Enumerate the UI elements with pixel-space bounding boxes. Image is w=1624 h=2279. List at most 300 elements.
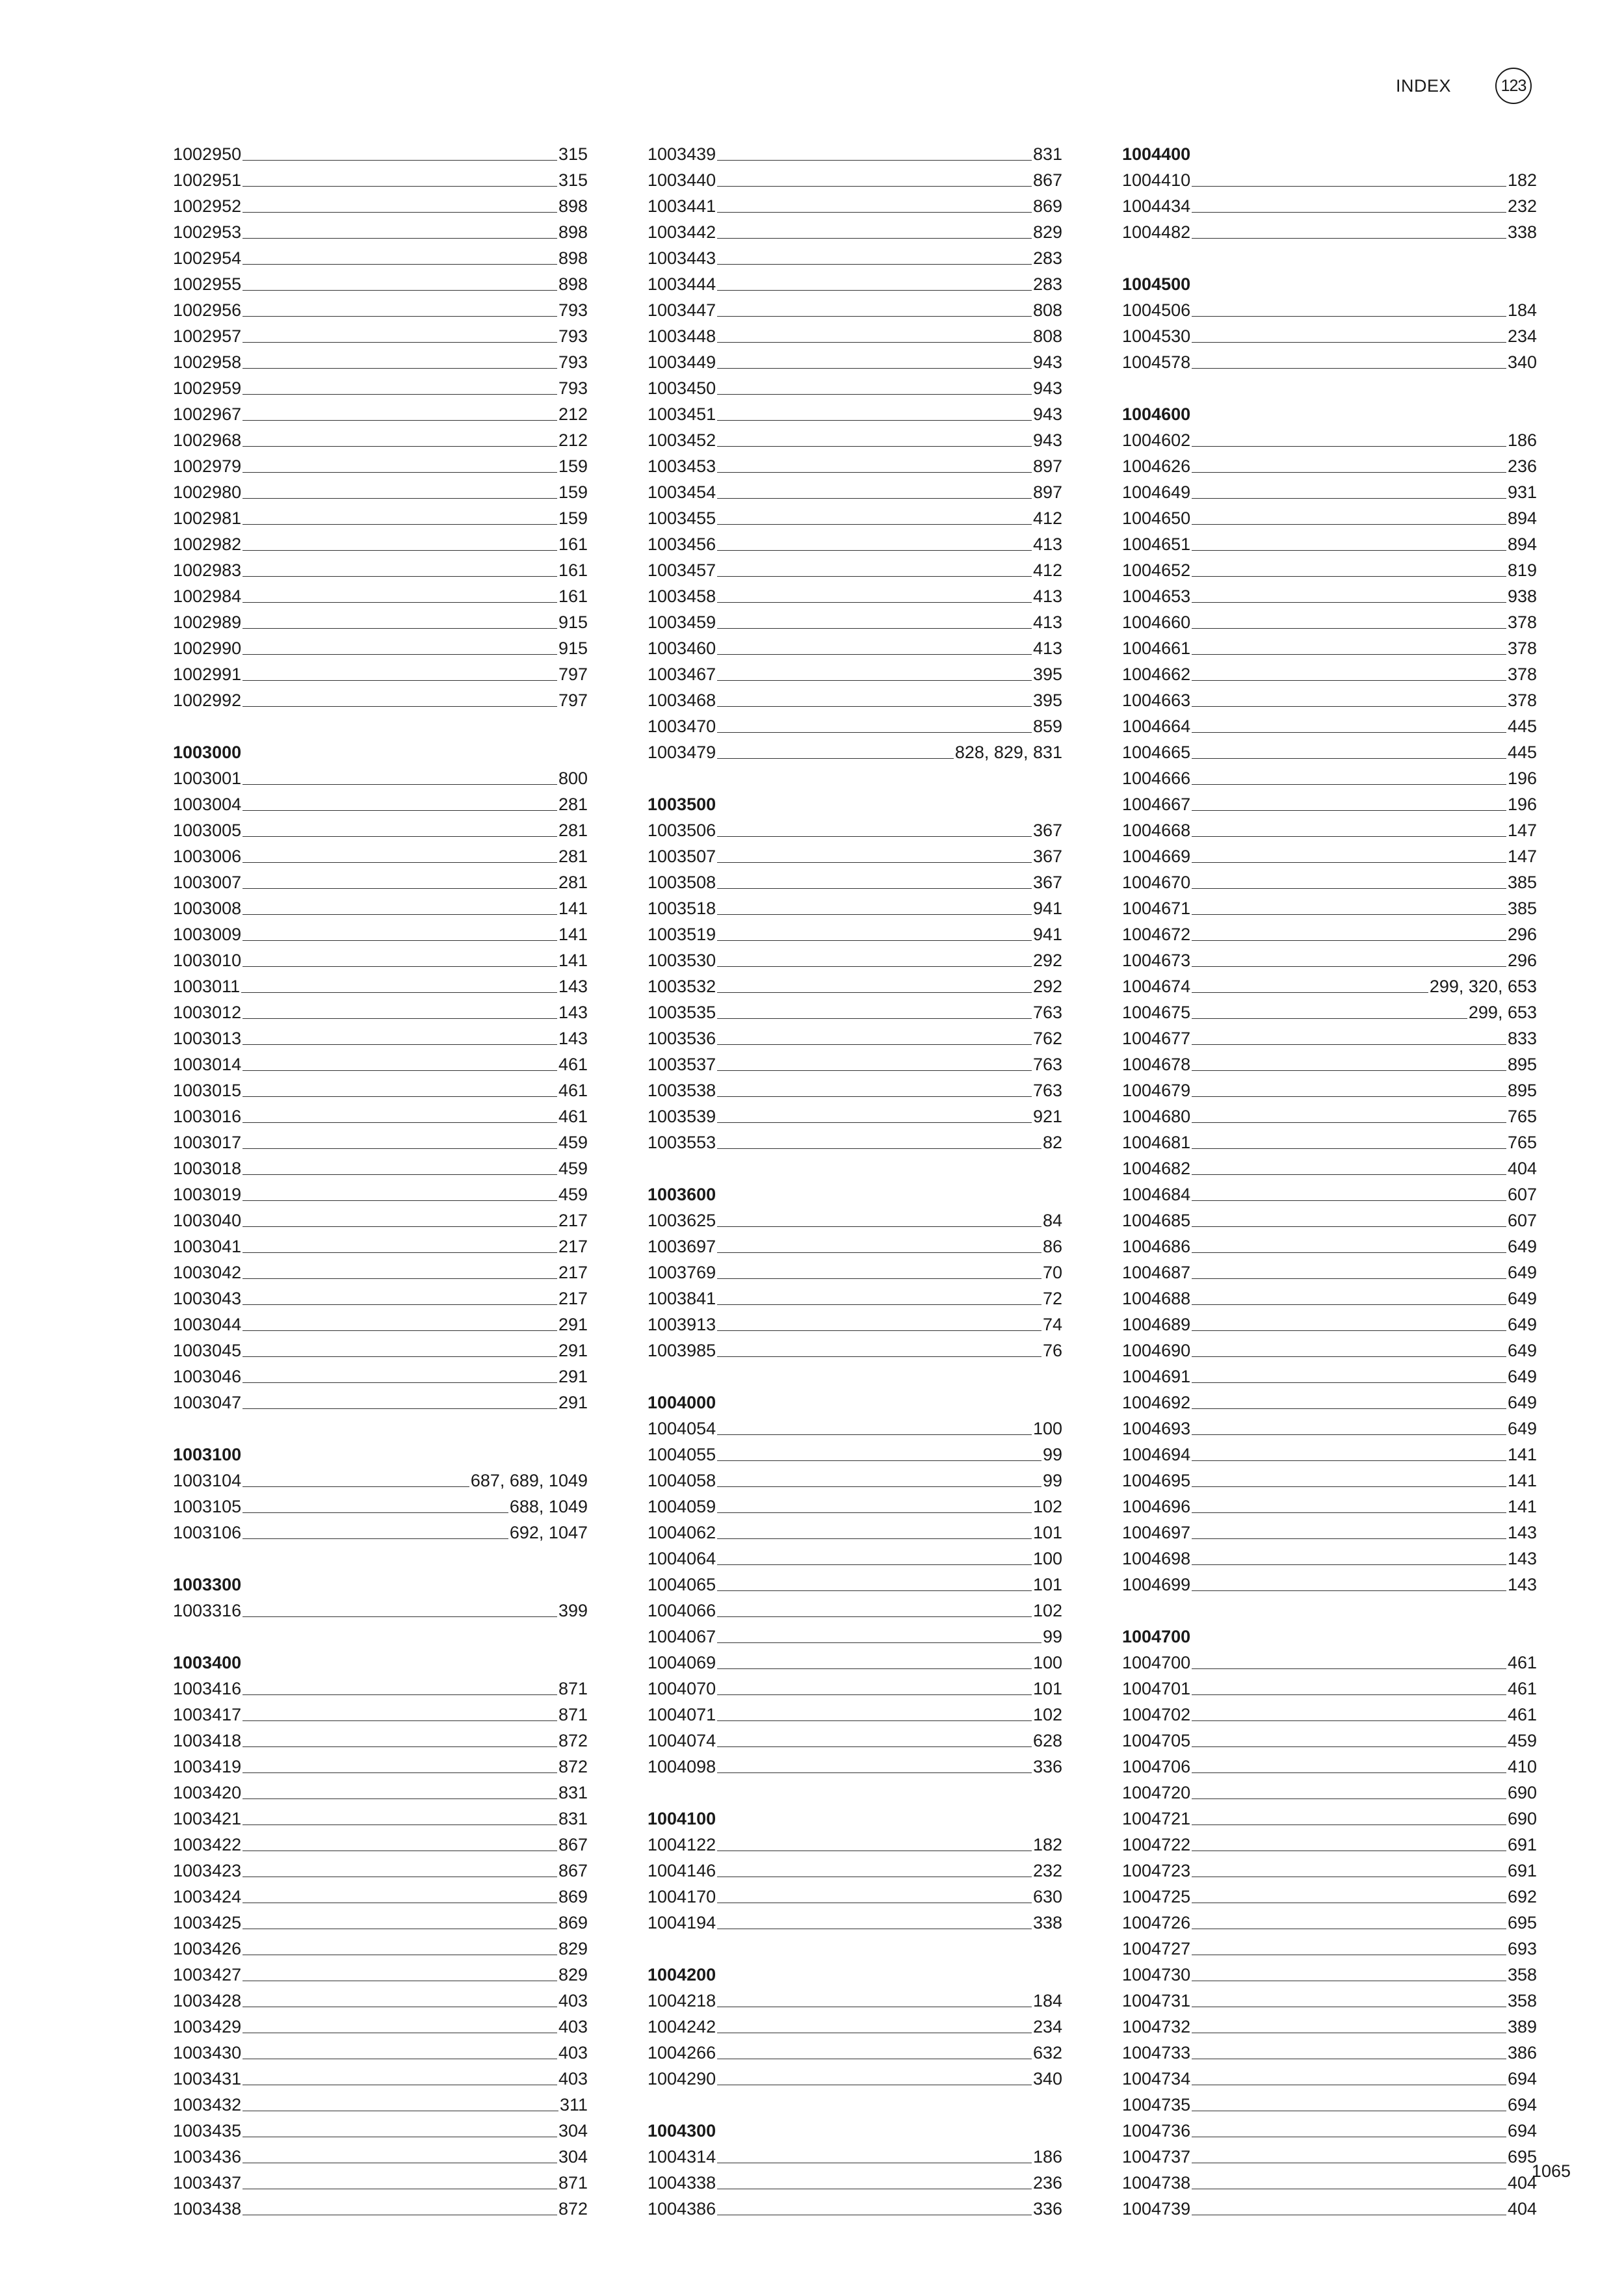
article-number: 1003420 <box>173 1783 242 1802</box>
article-number: 1003536 <box>648 1029 716 1048</box>
index-entry <box>173 1520 588 1546</box>
index-entry <box>173 1129 588 1155</box>
index-entry <box>1122 895 1537 921</box>
leader-line <box>1192 1330 1506 1331</box>
article-number: 1003040 <box>173 1211 242 1230</box>
leader-line <box>1192 1538 1506 1539</box>
leader-line <box>1192 1122 1506 1123</box>
article-number: 1004706 <box>1122 1757 1191 1776</box>
page-reference: 632 <box>1032 2043 1062 2062</box>
index-entry <box>648 1572 1062 1598</box>
leader-line <box>242 264 557 265</box>
index-entry <box>1122 2118 1537 2144</box>
leader-line <box>1192 966 1506 967</box>
section-spacer <box>173 1546 588 1572</box>
leader-line <box>717 576 1032 577</box>
index-entry <box>173 687 588 713</box>
leader-line <box>242 914 557 915</box>
page-reference: 186 <box>1507 430 1537 450</box>
index-entry <box>173 869 588 895</box>
article-number: 1003440 <box>648 170 716 190</box>
leader-line <box>242 576 557 577</box>
page-reference: 311 <box>559 2095 588 2114</box>
index-entry <box>1122 2196 1537 2222</box>
leader-line <box>717 940 1032 941</box>
index-entry <box>648 1129 1062 1155</box>
leader-line <box>717 1642 1041 1643</box>
index-entry <box>173 1468 588 1494</box>
page-reference: 70 <box>1042 1263 1062 1282</box>
page-reference: 338 <box>1032 1913 1062 1932</box>
article-number: 1004725 <box>1122 1887 1191 1906</box>
article-number: 1004058 <box>648 1471 716 1490</box>
article-number: 1004689 <box>1122 1315 1191 1334</box>
page-reference: 898 <box>558 274 588 294</box>
leader-line <box>1192 186 1506 187</box>
page-reference: 143 <box>558 977 588 996</box>
page-reference: 931 <box>1507 482 1537 502</box>
index-entry <box>173 1233 588 1259</box>
leader-line <box>717 186 1032 187</box>
page-reference: 389 <box>1507 2017 1537 2036</box>
article-number: 1004062 <box>648 1523 716 1542</box>
leader-line <box>242 654 557 655</box>
index-entry <box>648 167 1062 193</box>
index-entry <box>1122 609 1537 635</box>
index-entry <box>1122 1494 1537 1520</box>
page-reference: 340 <box>1032 2069 1062 2088</box>
leader-line <box>1192 1148 1506 1149</box>
section-spacer <box>648 1363 1062 1390</box>
index-entry <box>173 1676 588 1702</box>
index-entry <box>173 427 588 453</box>
page-reference: 404 <box>1507 1159 1537 1178</box>
article-number: 1004664 <box>1122 717 1191 736</box>
index-entry <box>1122 921 1537 947</box>
section-heading: 1004000 <box>648 1393 716 1412</box>
article-number: 1004682 <box>1122 1159 1191 1178</box>
page-reference: 692 <box>1507 1887 1537 1906</box>
leader-line <box>1192 1512 1506 1513</box>
article-number: 1003422 <box>173 1835 242 1854</box>
index-entry <box>1122 1780 1537 1806</box>
index-entry <box>1122 427 1537 453</box>
index-entry <box>1122 1468 1537 1494</box>
index-entry <box>1122 869 1537 895</box>
article-number: 1003439 <box>648 144 716 164</box>
page-reference: 378 <box>1507 665 1537 684</box>
leader-line <box>717 1044 1032 1045</box>
index-entry <box>173 271 588 297</box>
page-reference: 101 <box>1032 1679 1062 1698</box>
article-number: 1003423 <box>173 1861 242 1880</box>
page-reference: 941 <box>1032 925 1062 944</box>
leader-line <box>1192 1668 1506 1669</box>
page-reference: 281 <box>558 795 588 814</box>
page-reference: 291 <box>558 1367 588 1386</box>
page-reference: 141 <box>1507 1445 1537 1464</box>
article-number: 1003436 <box>173 2147 242 2167</box>
leader-line <box>717 498 1032 499</box>
article-number: 1004721 <box>1122 1809 1191 1828</box>
leader-line <box>717 1278 1041 1279</box>
leader-line <box>717 1356 1041 1357</box>
page-reference: 413 <box>1032 639 1062 658</box>
article-number: 1003004 <box>173 795 242 814</box>
index-entry <box>648 1754 1062 1780</box>
article-number: 1003449 <box>648 352 716 372</box>
article-number: 1003008 <box>173 899 242 918</box>
article-number: 1003007 <box>173 873 242 892</box>
article-number: 1003019 <box>173 1185 242 1204</box>
leader-line <box>242 628 557 629</box>
page-reference: 687, 689, 1049 <box>470 1471 588 1490</box>
leader-line <box>1192 1564 1506 1565</box>
index-entry <box>648 947 1062 973</box>
leader-line <box>242 862 557 863</box>
index-entry <box>1122 1337 1537 1363</box>
leader-line <box>717 1122 1032 1123</box>
page-reference: 869 <box>558 1913 588 1932</box>
index-entry <box>1122 1181 1537 1207</box>
page-reference: 897 <box>1032 456 1062 476</box>
page-reference: 693 <box>1507 1939 1537 1958</box>
article-number: 1004170 <box>648 1887 716 1906</box>
index-entry <box>173 505 588 531</box>
index-entry <box>1122 1806 1537 1832</box>
index-entry <box>1122 817 1537 843</box>
leader-line <box>242 810 557 811</box>
leader-line <box>717 368 1032 369</box>
index-entry <box>1122 2092 1537 2118</box>
index-entry <box>1122 1311 1537 1337</box>
leader-line <box>1192 1226 1506 1227</box>
index-entry <box>648 2196 1062 2222</box>
article-number: 1003005 <box>173 821 242 840</box>
article-number: 1004678 <box>1122 1055 1191 1074</box>
article-number: 1004736 <box>1122 2121 1191 2141</box>
leader-line <box>242 784 557 785</box>
article-number: 1004670 <box>1122 873 1191 892</box>
section-heading: 1003100 <box>173 1445 242 1464</box>
leader-line <box>242 1486 469 1487</box>
article-number: 1004731 <box>1122 1991 1191 2010</box>
page-reference: 283 <box>1032 248 1062 268</box>
page-reference: 412 <box>1032 560 1062 580</box>
leader-line <box>717 446 1032 447</box>
leader-line <box>1192 810 1506 811</box>
leader-line <box>242 1278 557 1279</box>
article-number: 1002956 <box>173 300 242 320</box>
leader-line <box>242 498 557 499</box>
article-number: 1003985 <box>648 1341 716 1360</box>
page-reference: 141 <box>558 925 588 944</box>
article-number: 1004687 <box>1122 1263 1191 1282</box>
article-number: 1003518 <box>648 899 716 918</box>
article-number: 1003507 <box>648 847 716 866</box>
page-reference: 315 <box>558 170 588 190</box>
page-reference: 143 <box>558 1003 588 1022</box>
article-number: 1004734 <box>1122 2069 1191 2088</box>
page-reference: 871 <box>558 1679 588 1698</box>
article-number: 1003553 <box>648 1133 716 1152</box>
page-reference: 872 <box>558 1757 588 1776</box>
index-entry <box>173 1155 588 1181</box>
article-number: 1003519 <box>648 925 716 944</box>
index-entry <box>648 401 1062 427</box>
index-entry <box>173 2196 588 2222</box>
article-number: 1003508 <box>648 873 716 892</box>
index-entry <box>173 1598 588 1624</box>
page-reference: 694 <box>1507 2069 1537 2088</box>
leader-line <box>242 368 557 369</box>
page-reference: 403 <box>558 2017 588 2036</box>
index-entry <box>648 1077 1062 1103</box>
article-number: 1003418 <box>173 1731 242 1750</box>
index-entry <box>173 349 588 375</box>
leader-line <box>1192 1460 1506 1461</box>
index-entry <box>1122 1129 1537 1155</box>
leader-line <box>1192 758 1506 759</box>
page-reference: 403 <box>558 2043 588 2062</box>
leader-line <box>717 1486 1041 1487</box>
index-entry <box>1122 1051 1537 1077</box>
article-number: 1004290 <box>648 2069 716 2088</box>
page-reference: 691 <box>1507 1835 1537 1854</box>
index-entry <box>173 1311 588 1337</box>
index-entry <box>1122 713 1537 739</box>
index-entry <box>648 453 1062 479</box>
page-reference: 943 <box>1032 378 1062 398</box>
index-entry <box>1122 479 1537 505</box>
index-entry <box>648 609 1062 635</box>
page-reference: 459 <box>558 1185 588 1204</box>
leader-line <box>242 602 557 603</box>
leader-line <box>1192 1070 1506 1071</box>
leader-line <box>242 238 557 239</box>
page-reference: 831 <box>1032 144 1062 164</box>
index-entry <box>648 557 1062 583</box>
article-number: 1004530 <box>1122 326 1191 346</box>
page-reference: 630 <box>1032 1887 1062 1906</box>
index-entry <box>648 505 1062 531</box>
article-number: 1002967 <box>173 404 242 424</box>
page-reference: 143 <box>1507 1523 1537 1542</box>
page-reference: 871 <box>558 1705 588 1724</box>
article-number: 1004578 <box>1122 352 1191 372</box>
article-number: 1002968 <box>173 430 242 450</box>
leader-line <box>717 1148 1041 1149</box>
leader-line <box>1192 654 1506 655</box>
article-number: 1003697 <box>648 1237 716 1256</box>
page-reference: 404 <box>1507 2199 1537 2219</box>
article-number: 1004266 <box>648 2043 716 2062</box>
article-number: 1003006 <box>173 847 242 866</box>
article-number: 1003046 <box>173 1367 242 1386</box>
index-entry <box>173 2092 588 2118</box>
page-reference: 649 <box>1507 1341 1537 1360</box>
index-entry <box>1122 1988 1537 2014</box>
page-number: 1065 <box>1531 2161 1571 2181</box>
index-entry <box>648 1624 1062 1650</box>
article-number: 1004694 <box>1122 1445 1191 1464</box>
page-reference: 212 <box>558 404 588 424</box>
article-number: 1004667 <box>1122 795 1191 814</box>
page-reference: 808 <box>1032 326 1062 346</box>
article-number: 1003424 <box>173 1887 242 1906</box>
article-number: 1003435 <box>173 2121 242 2141</box>
page-reference: 943 <box>1032 430 1062 450</box>
leader-line <box>717 1746 1032 1747</box>
page-reference: 283 <box>1032 274 1062 294</box>
article-number: 1004314 <box>648 2147 716 2167</box>
page-reference: 378 <box>1507 613 1537 632</box>
leader-line <box>1192 1252 1506 1253</box>
index-entry <box>648 297 1062 323</box>
index-entry <box>1122 323 1537 349</box>
index-entry <box>173 557 588 583</box>
page-reference: 99 <box>1042 1445 1062 1464</box>
index-entry <box>1122 1546 1537 1572</box>
page-reference: 281 <box>558 821 588 840</box>
leader-line <box>242 1772 557 1773</box>
index-entry <box>1122 765 1537 791</box>
page-reference: 607 <box>1507 1185 1537 1204</box>
page-reference: 628 <box>1032 1731 1062 1750</box>
leader-line <box>242 680 557 681</box>
page-reference: 86 <box>1042 1237 1062 1256</box>
index-entry <box>173 1207 588 1233</box>
article-number: 1003538 <box>648 1081 716 1100</box>
article-number: 1004726 <box>1122 1913 1191 1932</box>
article-number: 1004700 <box>1122 1653 1191 1672</box>
section-heading: 1004400 <box>1122 144 1191 164</box>
page-reference: 413 <box>1032 613 1062 632</box>
section-heading: 1003500 <box>648 795 716 814</box>
index-entry <box>648 1650 1062 1676</box>
index-entry <box>1122 2014 1537 2040</box>
page-reference: 867 <box>558 1861 588 1880</box>
page-reference: 800 <box>558 769 588 788</box>
article-number: 1003042 <box>173 1263 242 1282</box>
index-entry <box>173 1494 588 1520</box>
index-entry <box>173 583 588 609</box>
leader-line <box>242 1408 557 1409</box>
article-number: 1004059 <box>648 1497 716 1516</box>
article-number: 1004661 <box>1122 639 1191 658</box>
leader-line <box>242 1200 557 1201</box>
index-entry <box>1122 687 1537 713</box>
page-reference: 141 <box>558 899 588 918</box>
index-entry <box>1122 297 1537 323</box>
article-number: 1003044 <box>173 1315 242 1334</box>
leader-line <box>242 966 557 967</box>
leader-line <box>242 316 557 317</box>
article-number: 1004069 <box>648 1653 716 1672</box>
section-spacer <box>173 713 588 739</box>
leader-line <box>242 1226 557 1227</box>
index-entry <box>1122 1832 1537 1858</box>
leader-line <box>242 1538 508 1539</box>
article-number: 1003428 <box>173 1991 242 2010</box>
index-entry <box>1122 999 1537 1025</box>
article-number: 1002952 <box>173 196 242 216</box>
article-number: 1004697 <box>1122 1523 1191 1542</box>
article-number: 1003530 <box>648 951 716 970</box>
index-entry <box>1122 1676 1537 1702</box>
page-reference: 872 <box>558 1731 588 1750</box>
page-reference: 688, 1049 <box>509 1497 588 1516</box>
index-entry <box>1122 1416 1537 1442</box>
page-reference: 236 <box>1507 456 1537 476</box>
article-number: 1003448 <box>648 326 716 346</box>
page-reference: 84 <box>1042 1211 1062 1230</box>
page-reference: 413 <box>1032 534 1062 554</box>
article-number: 1004065 <box>648 1575 716 1594</box>
index-entry <box>648 973 1062 999</box>
index-entry <box>1122 1363 1537 1390</box>
index-entry <box>1122 1962 1537 1988</box>
article-number: 1002953 <box>173 222 242 242</box>
article-number: 1003105 <box>173 1497 242 1516</box>
index-entry <box>173 765 588 791</box>
leader-line <box>242 1382 557 1383</box>
section-spacer <box>648 765 1062 791</box>
index-entry <box>1122 2144 1537 2170</box>
index-entry <box>648 1910 1062 1936</box>
page-reference: 829 <box>1032 222 1062 242</box>
page-reference: 304 <box>558 2121 588 2141</box>
leader-line <box>1192 1096 1506 1097</box>
page-reference: 649 <box>1507 1419 1537 1438</box>
leader-line <box>717 706 1032 707</box>
page-reference: 143 <box>558 1029 588 1048</box>
page-header <box>1396 67 1532 105</box>
index-entry <box>648 1884 1062 1910</box>
index-entry <box>648 1598 1062 1624</box>
leader-line <box>1192 914 1506 915</box>
article-number: 1004693 <box>1122 1419 1191 1438</box>
index-entry <box>1122 1520 1537 1546</box>
article-number: 1004506 <box>1122 300 1191 320</box>
page-reference: 378 <box>1507 639 1537 658</box>
leader-line <box>1192 784 1506 785</box>
leader-line <box>1192 680 1506 681</box>
article-number: 1004626 <box>1122 456 1191 476</box>
page-reference: 943 <box>1032 404 1062 424</box>
page-reference: 413 <box>1032 586 1062 606</box>
index-entry <box>1122 1103 1537 1129</box>
article-number: 1003506 <box>648 821 716 840</box>
page-reference: 690 <box>1507 1783 1537 1802</box>
index-entry <box>1122 1285 1537 1311</box>
page-reference: 829 <box>558 1965 588 1984</box>
leader-line <box>1192 472 1506 473</box>
page-reference: 943 <box>1032 352 1062 372</box>
page-reference: 649 <box>1507 1367 1537 1386</box>
article-number: 1003460 <box>648 639 716 658</box>
page-reference: 217 <box>558 1289 588 1308</box>
article-number: 1004735 <box>1122 2095 1191 2114</box>
article-number: 1004663 <box>1122 691 1191 710</box>
page-reference: 793 <box>558 352 588 372</box>
index-entry <box>1122 1077 1537 1103</box>
index-entry <box>173 947 588 973</box>
leader-line <box>717 1512 1032 1513</box>
index-entry <box>1122 557 1537 583</box>
leader-line <box>1192 1018 1467 1019</box>
index-entry <box>173 1884 588 1910</box>
